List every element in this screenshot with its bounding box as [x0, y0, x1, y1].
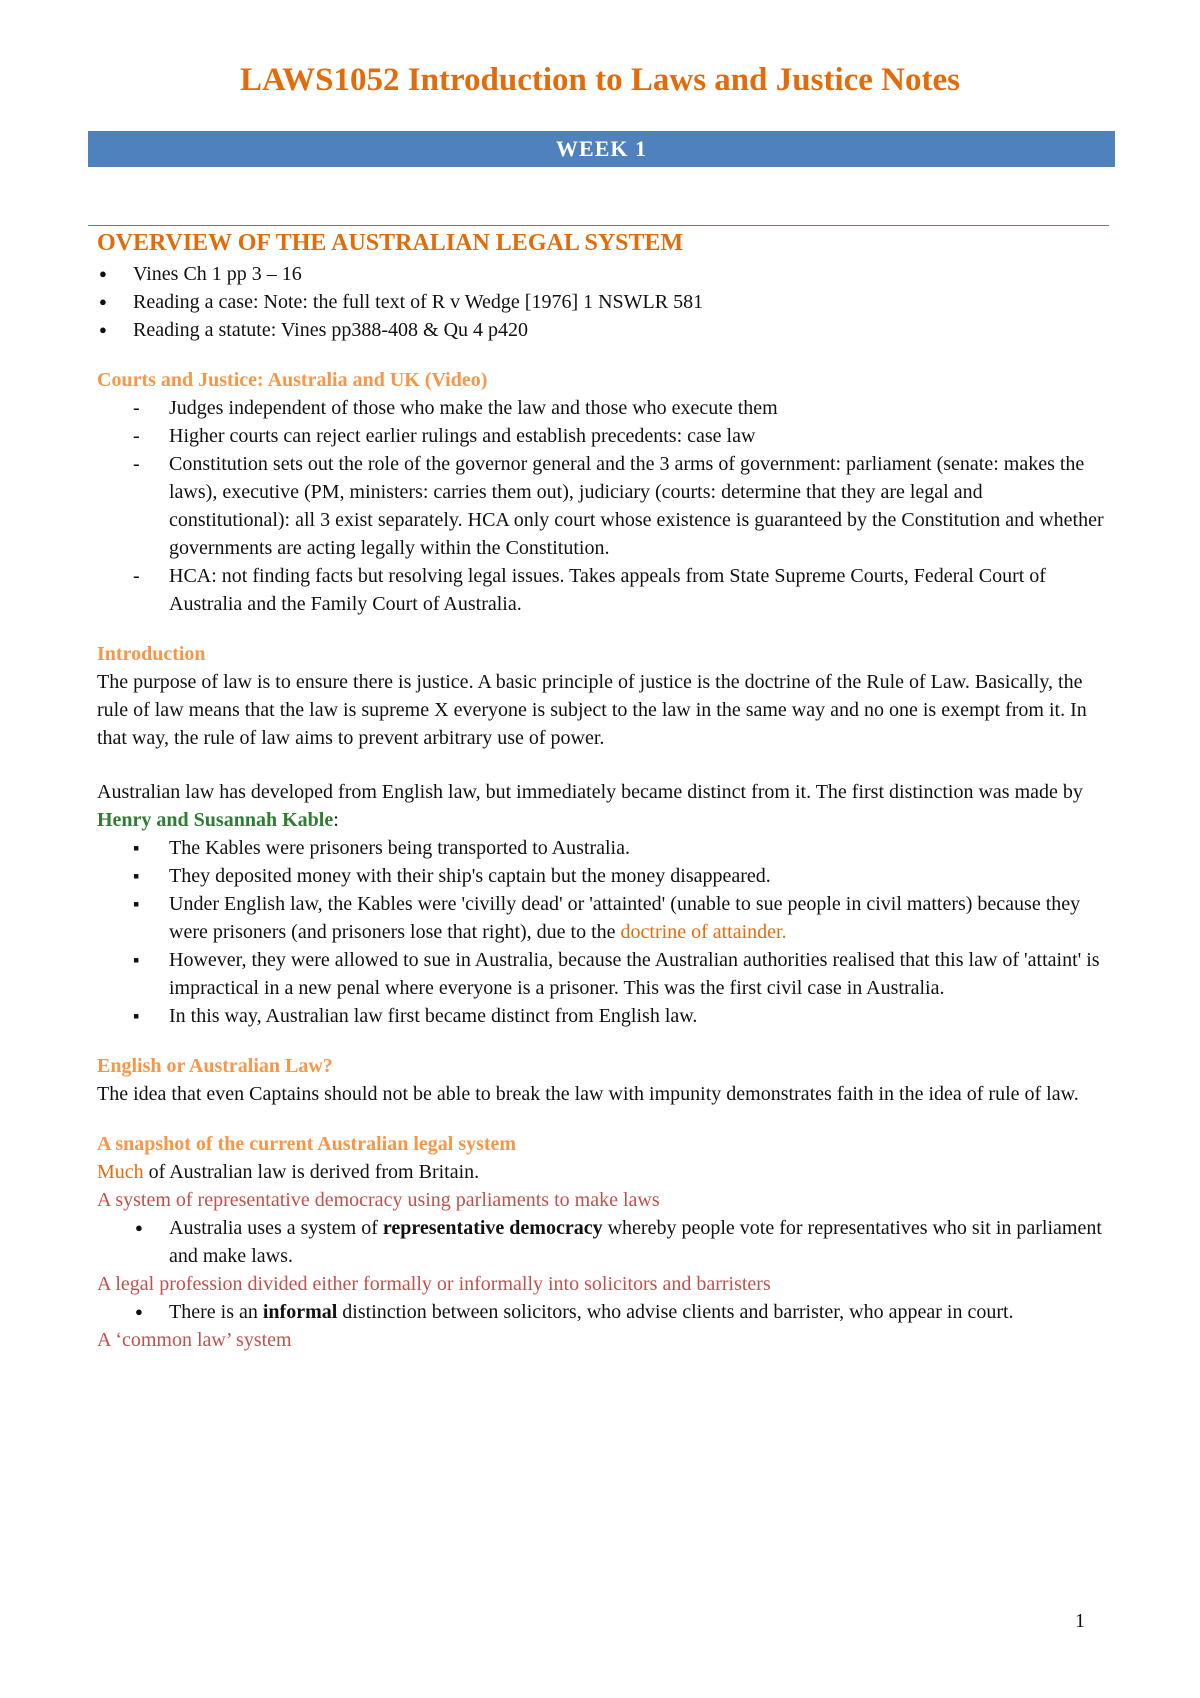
document-body [97, 226, 1107, 1354]
kable-intro-text: Australian law has developed from English law, but immediately became distinct from it. The first distinction was made by [97, 781, 1083, 803]
common-law-subheading: A ‘common law’ system [97, 1329, 292, 1351]
kables-point: ▪ However, they were allowed to sue in Australia, because the Australian authorities realised that this law of 'attaint' is impractical in a new penal where everyone is a prisoner. This was the first civil case in Australia. [97, 946, 1107, 1002]
overview-heading: OVERVIEW OF THE AUSTRALIAN LEGAL SYSTEM [97, 230, 684, 256]
introduction-heading: Introduction [97, 643, 206, 665]
courts-point: - Higher courts can reject earlier rulings and establish precedents: case law [97, 422, 1107, 450]
snapshot-line-text: of Australian law is derived from Britain. [143, 1161, 480, 1183]
introduction-paragraph: The purpose of law is to ensure there is justice. A basic principle of justice is the doctrine of the Rule of Law. Basically, the rule of law means that the law is supreme X everyone is subject to the law in the same way and no one is exempt from it. In that way, the rule of law aims to prevent arbitrary use of power. [97, 671, 1087, 749]
profession-point [97, 1298, 1107, 1326]
courts-point: - Judges independent of those who make the law and those who execute them [97, 394, 1107, 422]
profession-text: There is an [169, 1301, 263, 1323]
profession-bold: informal [262, 1301, 338, 1323]
democracy-subheading: A system of representative democracy using parliaments to make laws [97, 1189, 660, 1211]
reading-item: ● Vines Ch 1 pp 3 – 16 [97, 260, 1107, 288]
democracy-bold: representative democracy [382, 1217, 603, 1239]
kables-point: ▪ They deposited money with their ship's captain but the money disappeared. [97, 862, 1107, 890]
kable-intro-paragraph [97, 778, 1107, 834]
snapshot-heading: A snapshot of the current Australian legal system [97, 1133, 517, 1155]
kables-list [97, 834, 1107, 1030]
courts-point: - HCA: not finding facts but resolving legal issues. Takes appeals from State Supreme Courts, Federal Court of Australia and the Family Court of Australia. [97, 562, 1107, 618]
kables-point: ▪ The Kables were prisoners being transported to Australia. [97, 834, 1107, 862]
kable-names: Henry and Susannah Kable [97, 809, 334, 831]
attainder-term: doctrine of attainder. [620, 921, 787, 943]
democracy-point [97, 1214, 1107, 1270]
reading-item: ● Reading a statute: Vines pp388-408 & Qu 4 p420 [97, 316, 1107, 344]
democracy-text-end: whereby people vote for representatives who sit in parliament and make laws. [169, 1217, 1102, 1267]
profession-list [97, 1298, 1107, 1326]
profession-text-end: distinction between solicitors, who advise clients and barrister, who appear in court. [337, 1301, 1014, 1323]
profession-subheading: A legal profession divided either formally or informally into solicitors and barristers [97, 1273, 771, 1295]
democracy-text: Australia uses a system of [169, 1217, 383, 1239]
kable-intro-colon: : [333, 809, 339, 831]
english-law-paragraph: The idea that even Captains should not be able to break the law with impunity demonstrates faith in the idea of rule of law. [97, 1083, 1079, 1105]
reading-item: ● Reading a case: Note: the full text of R v Wedge [1976] 1 NSWLR 581 [97, 288, 1107, 316]
courts-point: - Constitution sets out the role of the governor general and the 3 arms of government: parliament (senate: makes the laws), executive (PM, ministers: carries them out), judiciary (courts: determine that they are legal and constitutional): all 3 exist separately. HCA only court whose existence is guaranteed by the Constitution and whether governments are acting legally within the Constitution. [97, 450, 1107, 562]
kables-point: ▪ In this way, Australian law first became distinct from English law. [97, 1002, 1107, 1030]
snapshot-much: Much [97, 1161, 144, 1183]
document-title: LAWS1052 Introduction to Laws and Justice Notes [240, 62, 960, 98]
page-number: 1 [1075, 1610, 1085, 1632]
week-banner: WEEK 1 [88, 131, 1115, 167]
english-law-heading: English or Australian Law? [97, 1055, 333, 1077]
kables-point [97, 890, 1107, 946]
kables-point-text: Under English law, the Kables were 'civilly dead' or 'attainted' (unable to sue people in civil matters) because they were prisoners (and prisoners lose that right), due to the [169, 893, 1081, 943]
courts-list [97, 394, 1107, 618]
readings-list [97, 260, 1107, 344]
democracy-list [97, 1214, 1107, 1270]
courts-heading: Courts and Justice: Australia and UK (Video) [97, 369, 488, 391]
snapshot-line [97, 1158, 1107, 1186]
